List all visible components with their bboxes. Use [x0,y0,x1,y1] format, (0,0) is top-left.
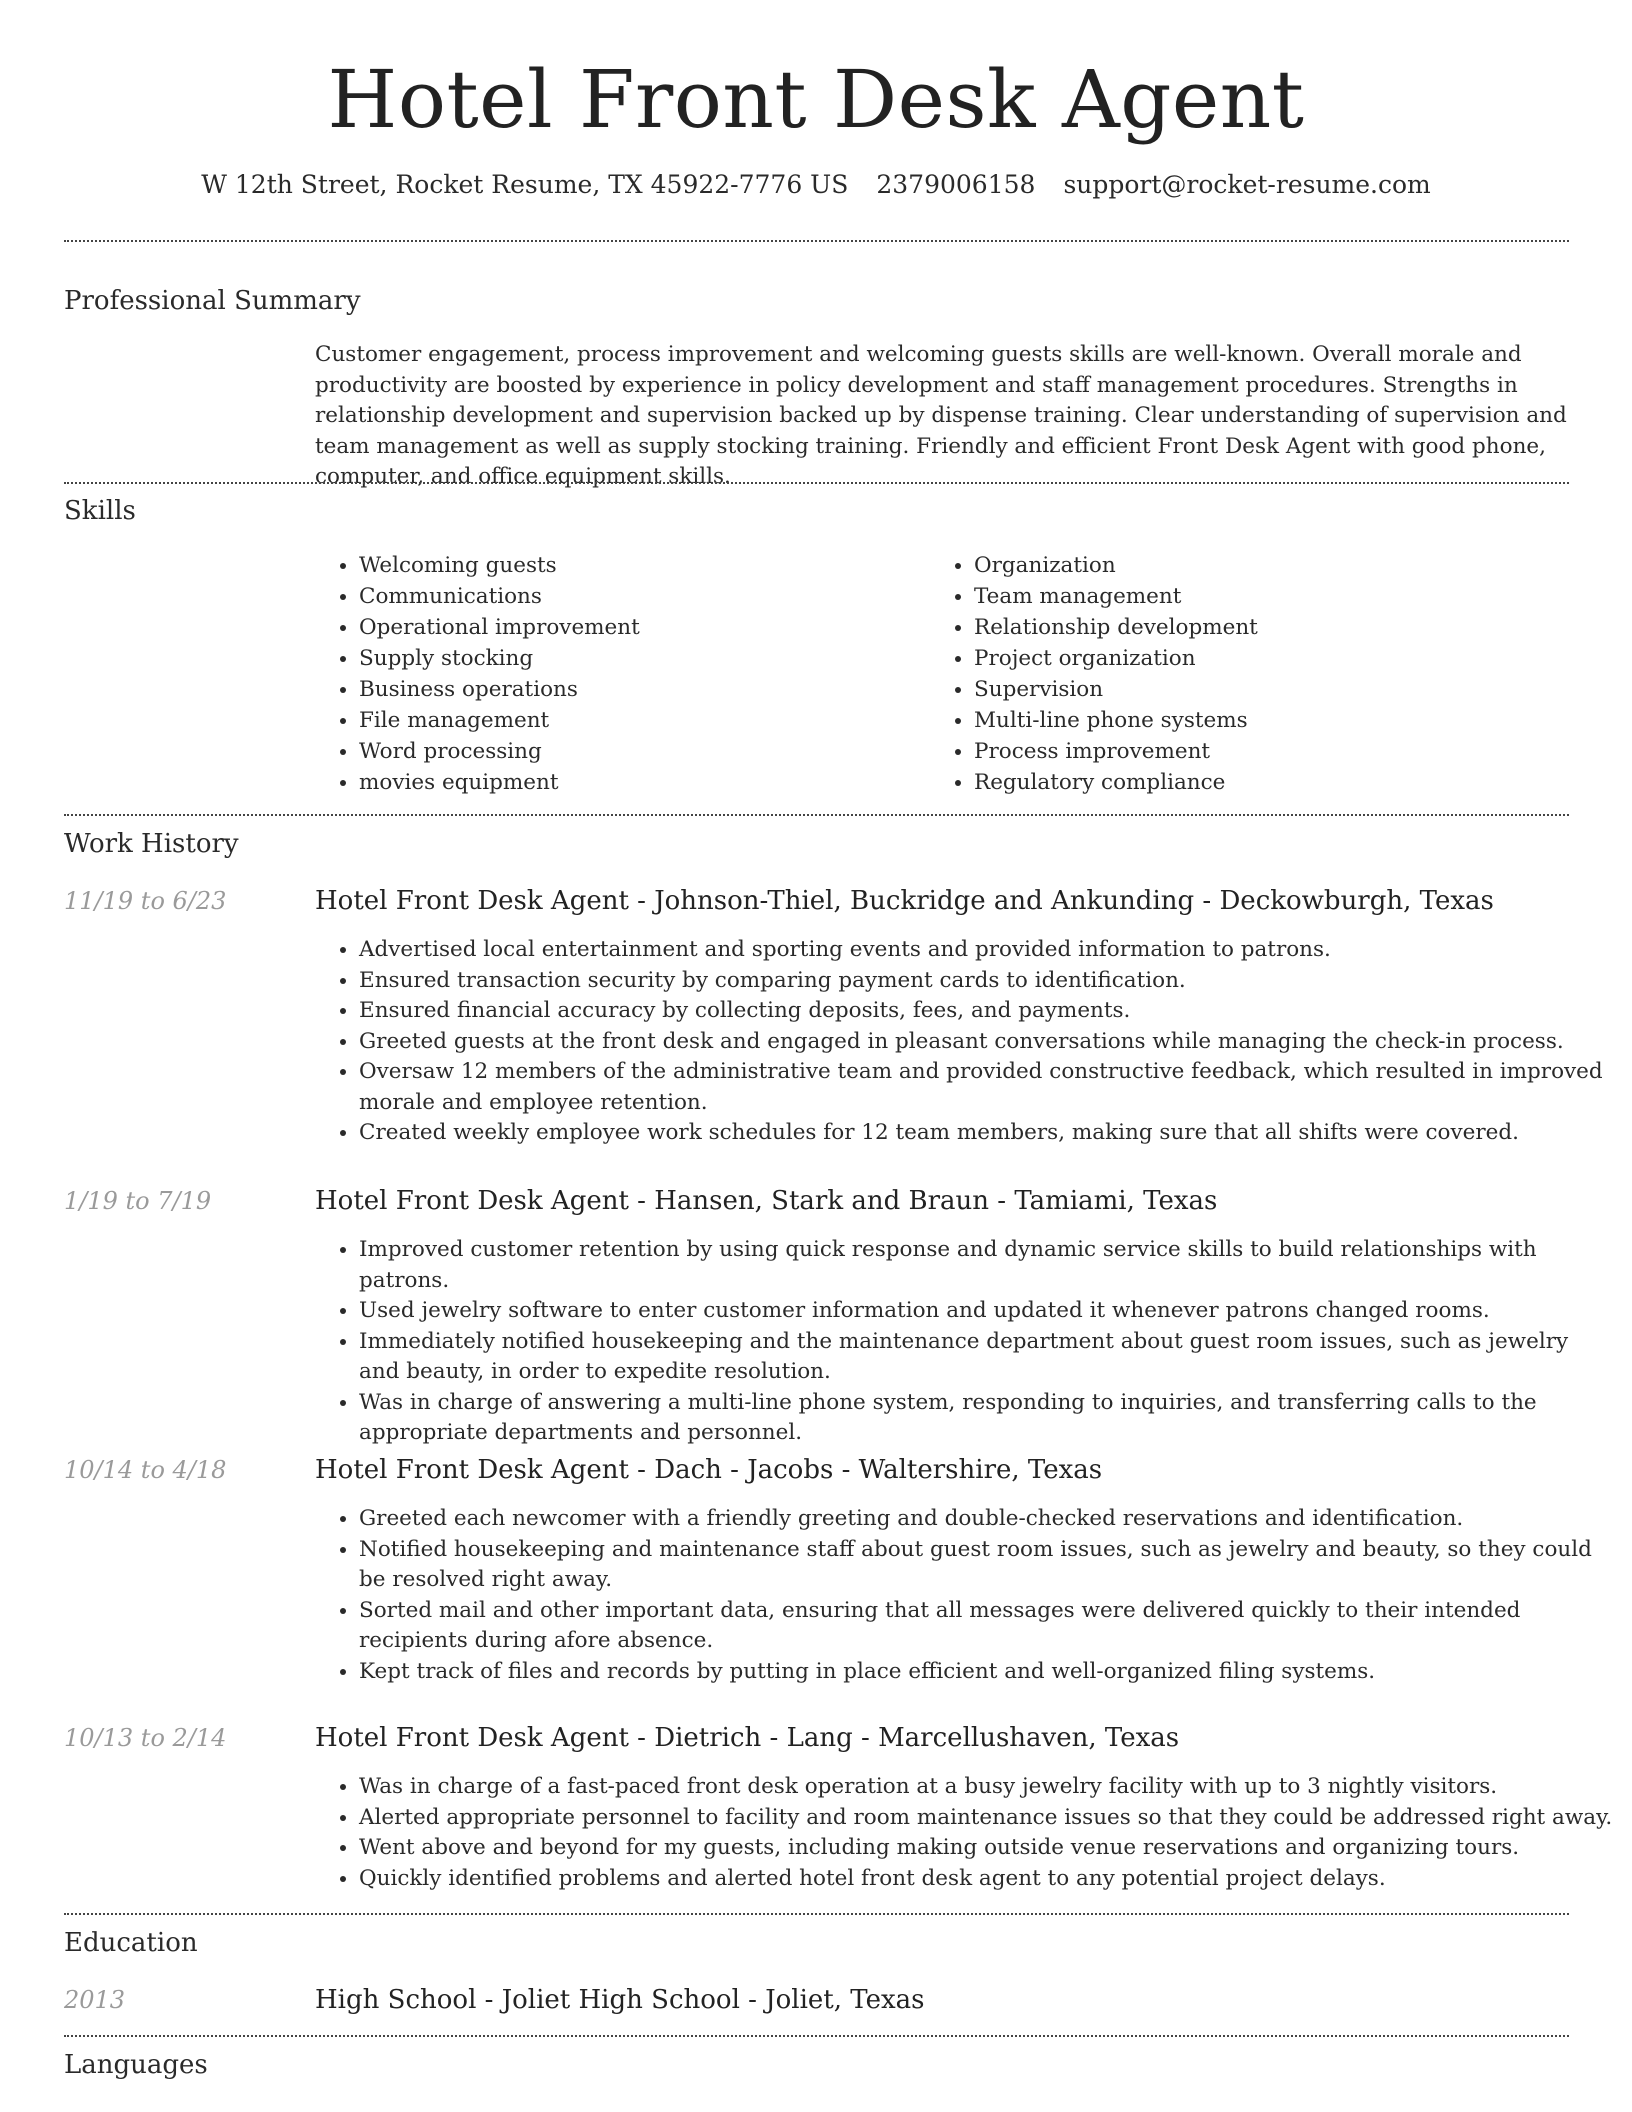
skill-item: • Organization [974,550,1574,581]
skill-item: • Process improvement [974,736,1574,767]
skill-item: • Team management [974,581,1574,612]
skills-list-left [315,550,919,798]
skill-item: • Supply stocking [359,643,919,674]
section-title-skills: Skills [64,496,136,526]
job-bullets [315,1235,1614,1449]
job-bullet: • Immediately notified housekeeping and the maintenance department about guest room issues, such as jewelry and beauty, in order to expedite resolution. [359,1327,1614,1388]
resume-name: Hotel Front Desk Agent [327,53,1305,146]
job-bullet: • Notified housekeeping and maintenance staff about guest room issues, such as jewelry and beauty, so they could be resolved right away. [359,1535,1614,1596]
job-dates: 10/13 to 2/14 [64,1724,227,1752]
job-bullet: • Ensured financial accuracy by collecting deposits, fees, and payments. [359,996,1614,1027]
job-dates: 10/14 to 4/18 [64,1456,227,1484]
skill-item: • Multi-line phone systems [974,705,1574,736]
job-bullet: • Sorted mail and other important data, ensuring that all messages were delivered quickly to their intended recipients during afore absence. [359,1596,1614,1657]
skill-item: • Operational improvement [359,612,919,643]
job-bullets [315,1772,1614,1894]
contact-phone: 2379006158 [876,170,1036,199]
contact-line [0,168,1632,202]
skill-item: • Welcoming guests [359,550,919,581]
divider [64,2035,1569,2037]
skill-item: • Business operations [359,674,919,705]
skill-item: • Relationship development [974,612,1574,643]
job-bullets [315,935,1614,1149]
job-title: Hotel Front Desk Agent - Johnson-Thiel, Buckridge and Ankunding - Deckowburgh, Texas [315,886,1494,916]
skills-list-right [930,550,1574,798]
summary-text: Customer engagement, process improvement and welcoming guests skills are well-known. Overall morale and productivity are boosted by experience in policy development and staff management procedures. Strengths in relationship development and supervision backed up by dispense training. Clear understanding of supervision and team management as well as supply stocking training. Friendly and efficient Front Desk Agent with good phone, computer, and office equipment skills. [315,342,1567,489]
skill-item: • File management [359,705,919,736]
section-title-work: Work History [64,829,239,859]
job-title: Hotel Front Desk Agent - Dietrich - Lang - Marcellushaven, Texas [315,1723,1180,1753]
job-bullet: • Created weekly employee work schedules for 12 team members, making sure that all shifts were covered. [359,1118,1614,1149]
job-bullet: • Improved customer retention by using quick response and dynamic service skills to build relationships with patrons. [359,1235,1614,1296]
divider [64,1913,1569,1915]
job-bullet: • Ensured transaction security by comparing payment cards to identification. [359,966,1614,997]
education-year: 2013 [64,1986,126,2014]
skill-item: • movies equipment [359,767,919,798]
job-bullet: • Greeted guests at the front desk and engaged in pleasant conversations while managing the check-in process. [359,1027,1614,1058]
job-dates: 1/19 to 7/19 [64,1187,212,1215]
job-bullet: • Greeted each newcomer with a friendly greeting and double-checked reservations and identification. [359,1504,1614,1535]
job-bullet: • Went above and beyond for my guests, including making outside venue reservations and organizing tours. [359,1833,1614,1864]
skill-item: • Communications [359,581,919,612]
divider [64,482,1569,484]
job-bullet: • Used jewelry software to enter customer information and updated it whenever patrons changed rooms. [359,1296,1614,1327]
job-bullet: • Kept track of files and records by putting in place efficient and well-organized filing systems. [359,1657,1614,1688]
job-bullet: • Oversaw 12 members of the administrative team and provided constructive feedback, which resulted in improved morale and employee retention. [359,1057,1614,1118]
job-title: Hotel Front Desk Agent - Hansen, Stark and Braun - Tamiami, Texas [315,1186,1218,1216]
contact-email: support@rocket-resume.com [1063,170,1431,199]
job-bullet: • Advertised local entertainment and sporting events and provided information to patrons. [359,935,1614,966]
job-bullet: • Was in charge of a fast-paced front desk operation at a busy jewelry facility with up to 3 nightly visitors. [359,1772,1614,1803]
skill-item: • Word processing [359,736,919,767]
contact-address: W 12th Street, Rocket Resume, TX 45922-7776 US [201,170,849,199]
section-title-summary: Professional Summary [64,286,361,316]
section-title-languages: Languages [64,2050,208,2080]
skill-item: • Supervision [974,674,1574,705]
job-bullet: • Was in charge of answering a multi-line phone system, responding to inquiries, and transferring calls to the appropriate departments and personnel. [359,1388,1614,1449]
skill-item: • Regulatory compliance [974,767,1574,798]
job-bullet: • Alerted appropriate personnel to facility and room maintenance issues so that they could be addressed right away. [359,1803,1614,1834]
job-title: Hotel Front Desk Agent - Dach - Jacobs - Waltershire, Texas [315,1455,1103,1485]
skill-item: • Project organization [974,643,1574,674]
divider [64,814,1569,816]
job-dates: 11/19 to 6/23 [64,887,227,915]
divider [64,240,1569,242]
education-entry: High School - Joliet High School - Joliet, Texas [315,1985,925,2015]
job-bullets [315,1504,1614,1687]
section-title-education: Education [64,1928,198,1958]
job-bullet: • Quickly identified problems and alerted hotel front desk agent to any potential project delays. [359,1864,1614,1895]
